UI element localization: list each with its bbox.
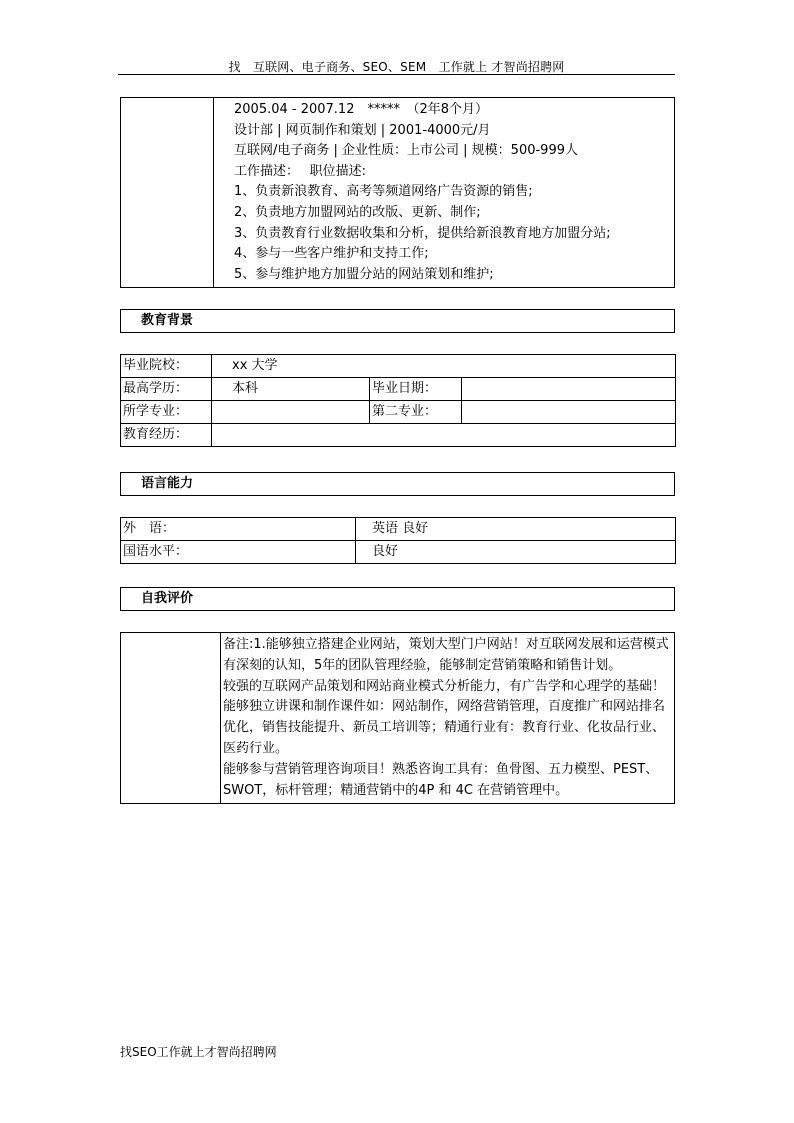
degree-label: 最高学历： [121,378,212,401]
work-experience-table [120,97,675,288]
work-left-cell [121,98,214,288]
work-company-info: 互联网/电子商务 | 企业性质：上市公司 | 规模：500-999人 [234,143,578,159]
self-note-3: 能够独立讲课和制作课件如：网站制作，网络营销管理，百度推广和网站排名优化，销售技能提升、新员工培训等；精通行业有：教育行业、化妆品行业、医药行业。 [223,699,666,756]
work-duty-3: 3、负责教育行业数据收集和分析，提供给新浪教育地方加盟分站; [234,225,611,241]
self-content-cell [221,633,675,804]
section-language-heading [120,472,675,496]
self-left-cell [121,633,221,804]
school-label: 毕业院校： [121,355,212,378]
education-history-label: 教育经历： [121,424,212,447]
self-evaluation-table [120,632,675,804]
education-table [120,354,676,447]
section-self-heading [120,587,675,611]
major-value [212,401,370,424]
work-duty-5: 5、参与维护地方加盟分站的网站策划和维护; [234,266,494,282]
table-row [121,541,676,564]
work-duty-1: 1、负责新浪教育、高考等频道网络广告资源的销售; [234,184,533,200]
major-label: 所学专业： [121,401,212,424]
table-row [121,424,676,447]
table-row [121,355,676,378]
section-education-title: 教育背景 [141,313,194,328]
graduation-date-label: 毕业日期： [370,378,462,401]
table-row [121,378,676,401]
section-self-title: 自我评价 [141,591,194,606]
header-rule [118,74,675,75]
foreign-language-label: 外 语： [121,518,356,541]
work-period: 2005.04 - 2007.12 ***** （2年8个月） [234,102,489,117]
second-major-label: 第二专业： [370,401,462,424]
language-table [120,517,676,564]
work-duty-2: 2、负责地方加盟网站的改版、更新、制作; [234,204,481,220]
graduation-date-value [462,378,676,401]
work-position: 设计部 | 网页制作和策划 | 2001-4000元/月 [234,122,491,138]
page-footer: 找SEO工作就上才智尚招聘网 [120,1045,277,1059]
self-note-1: 备注:1.能够独立搭建企业网站，策划大型门户网站！对互联网发展和运营模式有深刻的认知，5年的团队管理经验，能够制定营销策略和销售计划。 [223,637,669,673]
mandarin-level-value: 良好 [356,541,676,564]
work-description-label: 工作描述： 职位描述: [234,163,367,179]
education-history-value [212,424,676,447]
table-row [121,401,676,424]
self-note-4: 能够参与营销管理咨询项目！熟悉咨询工具有：鱼骨图、五力模型、PEST、SWOT，标杆管理；精通营销中的4P 和 4C 在营销管理中。 [223,761,659,798]
mandarin-level-label: 国语水平： [121,541,356,564]
work-content-cell [214,98,675,288]
second-major-value [462,401,676,424]
work-duty-4: 4、参与一些客户维护和支持工作; [234,246,429,262]
degree-value: 本科 [212,378,370,401]
section-language-title: 语言能力 [141,476,194,491]
foreign-language-value: 英语 良好 [356,518,676,541]
section-education-heading [120,309,675,333]
table-row [121,518,676,541]
page-header: 找 互联网、电子商务、SEO、SEM 工作就上 才智尚招聘网 [228,60,565,74]
self-note-2: 较强的互联网产品策划和网站商业模式分析能力，有广告学和心理学的基础！ [223,678,666,694]
school-value: xx 大学 [212,355,676,378]
